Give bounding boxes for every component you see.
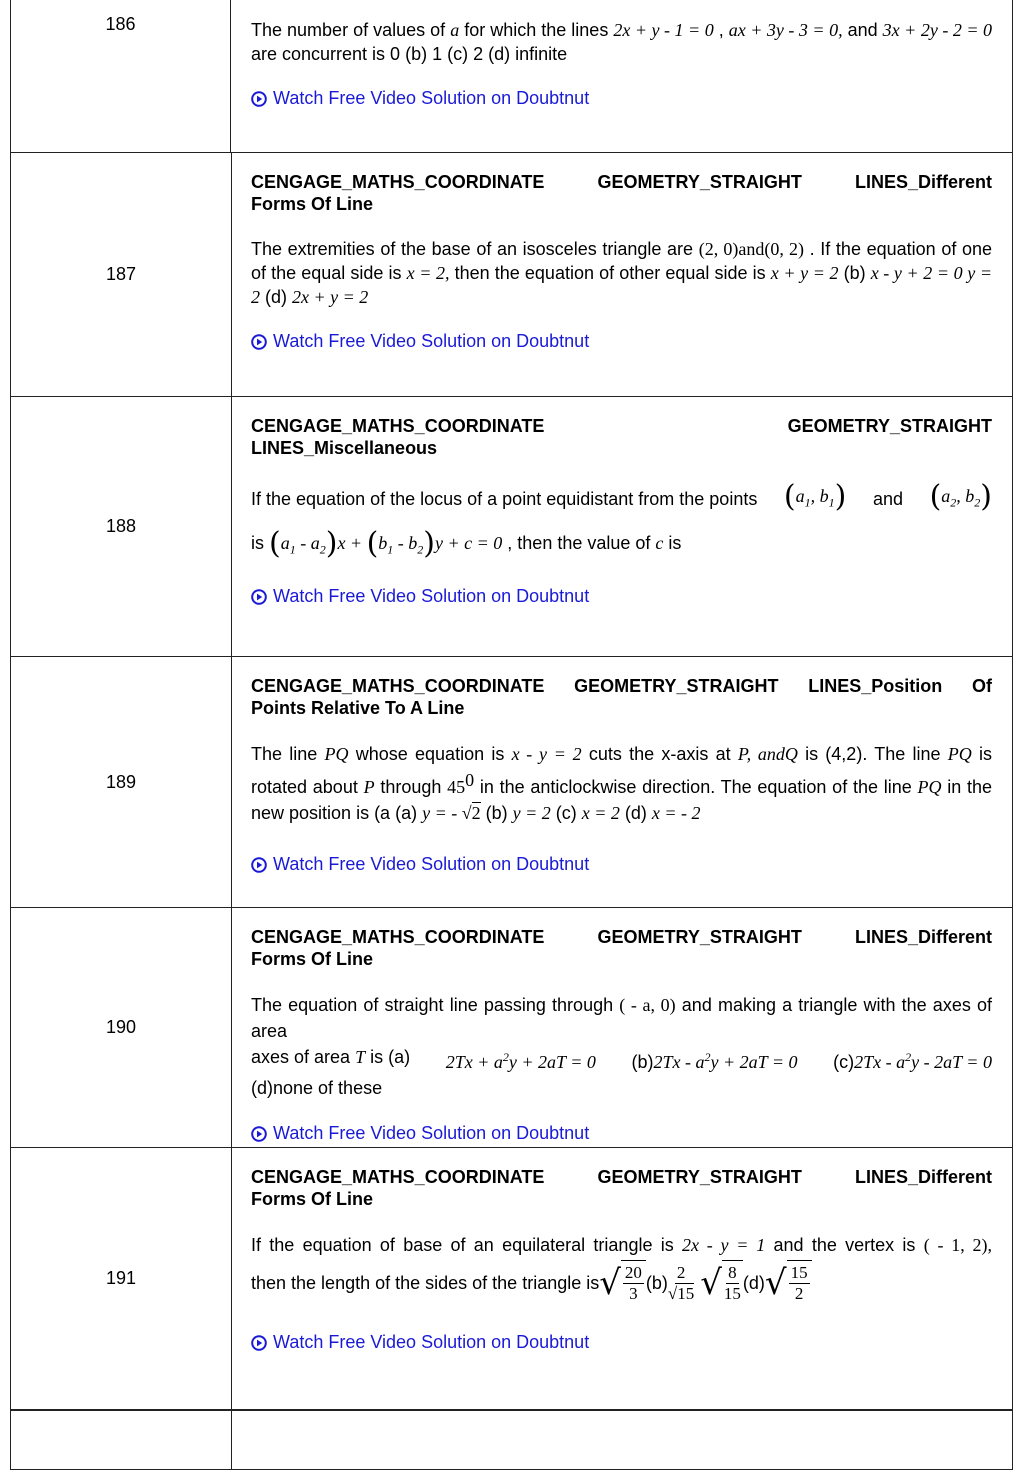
play-circle-icon <box>251 1335 267 1351</box>
table-row <box>10 1410 1013 1470</box>
question-topic-heading: CENGAGE_MATHS_COORDINATE GEOMETRY_STRAIGHT LINES_Different Forms Of Line <box>251 172 992 214</box>
question-content <box>251 908 992 1147</box>
question-text: If the equation of the locus of a point equidistant from the points ($a_1$, $b_1$) and ($a_2$, $b_2$) is $(a_1 - a_2)x + (b_1 - b_2)y + c = 0$ , then the value of c is <box>251 479 992 561</box>
play-circle-icon <box>251 857 267 873</box>
question-number: 190 <box>11 908 232 1147</box>
play-circle-icon <box>251 589 267 605</box>
question-number: 186 <box>11 0 231 152</box>
questions-table <box>10 0 1013 1470</box>
question-text: If the equation of base of an equilateral triangle is 2x - y = 1 and the vertex is ( - 1, 2), then the length of the sides of the triangle is √ $\frac{20}{3}$ (b) $\frac{2}{√15}$ √ $\frac{8}{15}$ (d) √ $\frac{15}{2}$ <box>251 1232 992 1306</box>
question-topic-heading: CENGAGE_MATHS_COORDINATE GEOMETRY_STRAIGHT LINES_Miscellaneous <box>251 416 992 458</box>
table-row <box>10 0 1013 153</box>
question-content <box>251 1148 992 1356</box>
question-number: 189 <box>11 657 232 907</box>
question-text: The number of values of a for which the lines 2x + y - 1 = 0 , ax + 3y - 3 = 0, and 3x + 2y - 2 = 0 are concurrent is 0 (b) 1 (c) 2 (d) infinite <box>251 20 993 64</box>
table-row <box>10 397 1013 657</box>
question-content <box>251 397 992 610</box>
question-topic-heading: CENGAGE_MATHS_COORDINATE GEOMETRY_STRAIGHT LINES_Different Forms Of Line <box>251 1167 992 1209</box>
table-row <box>10 657 1013 908</box>
watch-video-link[interactable]: Watch Free Video Solution on Doubtnut <box>251 854 589 875</box>
question-content <box>251 0 992 112</box>
play-circle-icon <box>251 334 267 350</box>
watch-video-link[interactable]: Watch Free Video Solution on Doubtnut <box>251 88 589 109</box>
play-circle-icon <box>251 1126 267 1142</box>
question-text: The extremities of the base of an isosceles triangle are (2, 0)and(0, 2) . If the equation of one of the equal side is x = 2, then the equation of other equal side is x + y = 2 (b) x - y + 2 = 0 y = 2 (d) 2x + y = 2 <box>251 239 993 307</box>
question-text: The equation of straight line passing through ( - a, 0) and making a triangle with the axes of area axes of area T is (a) $2Tx + a^2y + 2aT = 0$ $(b)2Tx - a^2y + 2aT = 0$ $(c)2Tx - a^2y - 2aT = 0$ (d)none of these <box>251 995 992 1098</box>
question-topic-heading: CENGAGE_MATHS_COORDINATE GEOMETRY_STRAIGHT LINES_Position Of Points Relative To A Line <box>251 676 992 718</box>
question-content <box>251 657 992 878</box>
question-topic-heading: CENGAGE_MATHS_COORDINATE GEOMETRY_STRAIGHT LINES_Different Forms Of Line <box>251 927 992 969</box>
question-content <box>251 153 992 355</box>
question-number: 187 <box>11 153 232 396</box>
table-row <box>10 908 1013 1148</box>
play-circle-icon <box>251 91 267 107</box>
watch-video-link[interactable]: Watch Free Video Solution on Doubtnut <box>251 586 589 607</box>
question-number <box>11 1411 232 1469</box>
watch-video-link[interactable]: Watch Free Video Solution on Doubtnut <box>251 331 589 352</box>
table-row <box>10 153 1013 397</box>
table-row <box>10 1148 1013 1410</box>
watch-video-link[interactable]: Watch Free Video Solution on Doubtnut <box>251 1332 589 1353</box>
question-text: The line PQ whose equation is x - y = 2 cuts the x-axis at P, andQ is (4,2). The line PQ is rotated about P through $45^0$ in the anticlockwise direction. The equation of the line PQ in the new position is (a (a) y = - √2 (b) y = 2 (c) x = 2 (d) x = - 2 <box>251 744 992 823</box>
question-number: 188 <box>11 397 232 656</box>
watch-video-link[interactable]: Watch Free Video Solution on Doubtnut <box>251 1123 589 1144</box>
question-number: 191 <box>11 1148 232 1409</box>
